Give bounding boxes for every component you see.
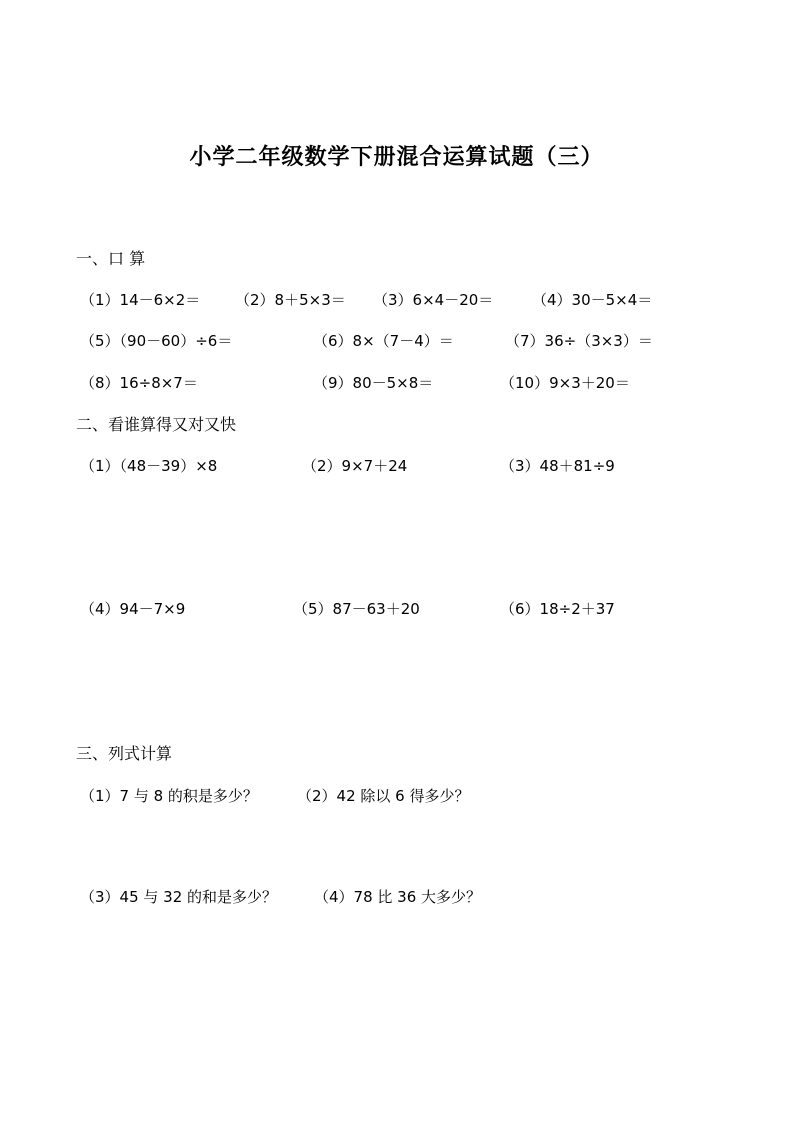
s2-problem-4: （4）94－7×9 (80, 600, 186, 618)
s1-problem-8: （8）16÷8×7＝ (80, 374, 198, 392)
s1-problem-3: （3）6×4－20＝ (373, 291, 494, 309)
section-2-heading: 二、看谁算得又对又快 (76, 415, 237, 434)
section-1-heading: 一、口 算 (76, 249, 146, 268)
s3-problem-4: （4）78 比 36 大多少？ (314, 888, 482, 906)
s1-problem-10: （10）9×3＋20＝ (500, 374, 630, 392)
section-3-heading: 三、列式计算 (76, 744, 173, 763)
s3-problem-3: （3）45 与 32 的和是多少？ (80, 888, 278, 906)
s1-problem-9: （9）80－5×8＝ (313, 374, 434, 392)
s3-problem-1: （1）7 与 8 的积是多少？ (80, 787, 258, 805)
s1-problem-4: （4）30－5×4＝ (532, 291, 653, 309)
s2-problem-3: （3）48＋81÷9 (500, 457, 615, 475)
s1-problem-5: （5）（90－60）÷6＝ (80, 332, 233, 350)
s2-problem-6: （6）18÷2＋37 (500, 600, 615, 618)
s2-problem-1: （1）（48－39）×8 (80, 457, 218, 475)
s1-problem-1: （1）14－6×2＝ (80, 291, 201, 309)
s2-problem-5: （5）87－63＋20 (293, 600, 420, 618)
s1-problem-6: （6）8×（7－4）＝ (313, 332, 454, 350)
s1-problem-2: （2）8＋5×3＝ (235, 291, 346, 309)
page-title: 小学二年级数学下册混合运算试题（三） (189, 144, 604, 170)
s1-problem-7: （7）36÷（3×3）＝ (505, 332, 653, 350)
s2-problem-2: （2）9×7＋24 (302, 457, 408, 475)
s3-problem-2: （2）42 除以 6 得多少？ (297, 787, 470, 805)
